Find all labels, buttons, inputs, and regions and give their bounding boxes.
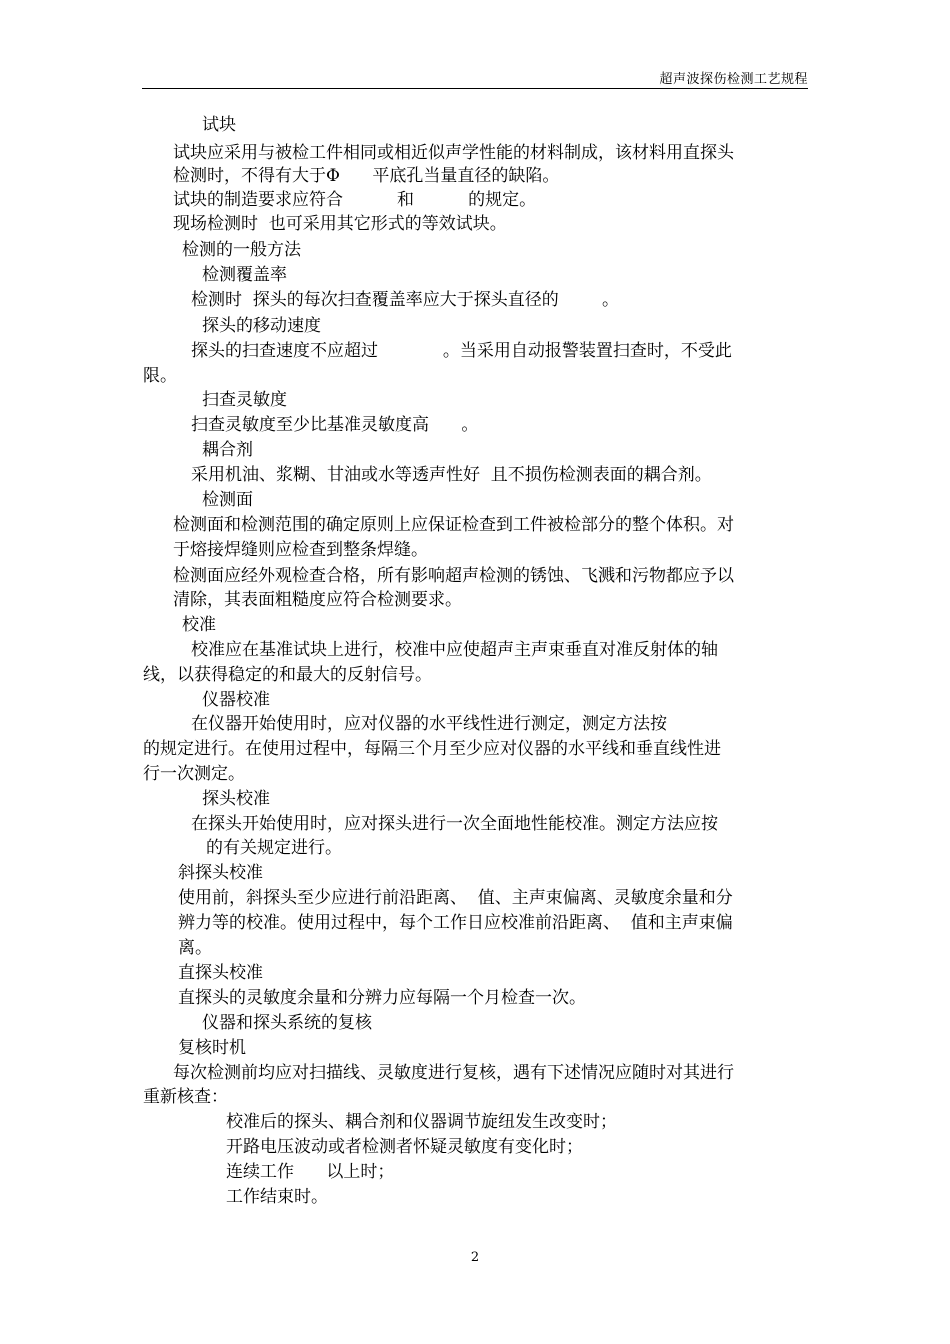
paragraph-line: 扫查灵敏度至少比基准灵敏度高 。 — [191, 415, 479, 435]
header-rule — [142, 88, 808, 89]
paragraph-line: 检测面应经外观检查合格，所有影响超声检测的锈蚀、飞溅和污物都应予以 — [173, 566, 734, 586]
paragraph-line: 采用机油、浆糊、甘油或水等透声性好 且不损伤检测表面的耦合剂。 — [191, 465, 712, 485]
paragraph-line: 现场检测时 也可采用其它形式的等效试块。 — [173, 214, 507, 234]
heading-calibration: 校准 — [182, 615, 216, 635]
paragraph-line: 检测时 探头的每次扫查覆盖率应大于探头直径的 。 — [191, 290, 620, 310]
heading-general-method: 检测的一般方法 — [182, 240, 301, 260]
paragraph-line: 试块的制造要求应符合 和 的规定。 — [173, 190, 537, 210]
heading-system-recheck: 仪器和探头系统的复核 — [202, 1013, 372, 1033]
paragraph-line: 每次检测前均应对扫描线、灵敏度进行复核，遇有下述情况应随时对其进行 — [173, 1063, 734, 1083]
heading-probe-speed: 探头的移动速度 — [202, 316, 321, 336]
heading-coverage: 检测覆盖率 — [202, 265, 287, 285]
running-header-title: 超声波探伤检测工艺规程 — [659, 72, 808, 87]
list-item: 连续工作 以上时； — [226, 1162, 395, 1182]
paragraph-line: 在仪器开始使用时，应对仪器的水平线性进行测定，测定方法按 — [191, 714, 667, 734]
heading-straight-probe-calibration: 直探头校准 — [178, 963, 263, 983]
paragraph-line: 在探头开始使用时，应对探头进行一次全面地性能校准。测定方法应按 — [191, 814, 718, 834]
paragraph-line: 于熔接焊缝则应检查到整条焊缝。 — [173, 540, 428, 560]
heading-test-surface: 检测面 — [202, 490, 253, 510]
paragraph-line: 行一次测定。 — [143, 764, 245, 784]
heading-couplant: 耦合剂 — [202, 440, 253, 460]
paragraph-line: 清除，其表面粗糙度应符合检测要求。 — [173, 590, 462, 610]
paragraph-line: 辨力等的校准。使用过程中，每个工作日应校准前沿距离、 值和主声束偏 — [178, 913, 733, 933]
list-item: 工作结束时。 — [226, 1187, 328, 1207]
paragraph-line: 试块应采用与被检工件相同或相近似声学性能的材料制成，该材料用直探头 — [173, 143, 734, 163]
paragraph-line: 校准应在基准试块上进行，校准中应使超声主声束垂直对准反射体的轴 — [191, 640, 718, 660]
paragraph-line: 线，以获得稳定的和最大的反射信号。 — [143, 665, 432, 685]
heading-recheck-timing: 复核时机 — [178, 1038, 246, 1058]
paragraph-line: 重新核查： — [143, 1087, 228, 1107]
heading-instrument-calibration: 仪器校准 — [202, 690, 270, 710]
heading-test-block: 试块 — [202, 115, 236, 135]
paragraph-line: 离。 — [178, 938, 212, 958]
paragraph-line: 检测时，不得有大于Φ 平底孔当量直径的缺陷。 — [173, 166, 560, 186]
paragraph-line: 的规定进行。在使用过程中，每隔三个月至少应对仪器的水平线和垂直线性进 — [143, 739, 721, 759]
paragraph-line: 使用前，斜探头至少应进行前沿距离、 值、主声束偏离、灵敏度余量和分 — [178, 888, 733, 908]
paragraph-line: 的有关规定进行。 — [206, 838, 342, 858]
list-item: 开路电压波动或者检测者怀疑灵敏度有变化时； — [226, 1137, 583, 1157]
paragraph-line: 限。 — [143, 366, 177, 386]
heading-scan-sensitivity: 扫查灵敏度 — [202, 390, 287, 410]
list-item: 校准后的探头、耦合剂和仪器调节旋纽发生改变时； — [226, 1112, 617, 1132]
heading-angle-probe-calibration: 斜探头校准 — [178, 863, 263, 883]
paragraph-line: 探头的扫查速度不应超过 。当采用自动报警装置扫查时，不受此 — [191, 341, 732, 361]
paragraph-line: 检测面和检测范围的确定原则上应保证检查到工件被检部分的整个体积。对 — [173, 515, 734, 535]
page-number: 2 — [470, 1250, 480, 1265]
heading-probe-calibration: 探头校准 — [202, 789, 270, 809]
paragraph-line: 直探头的灵敏度余量和分辨力应每隔一个月检查一次。 — [178, 988, 586, 1008]
